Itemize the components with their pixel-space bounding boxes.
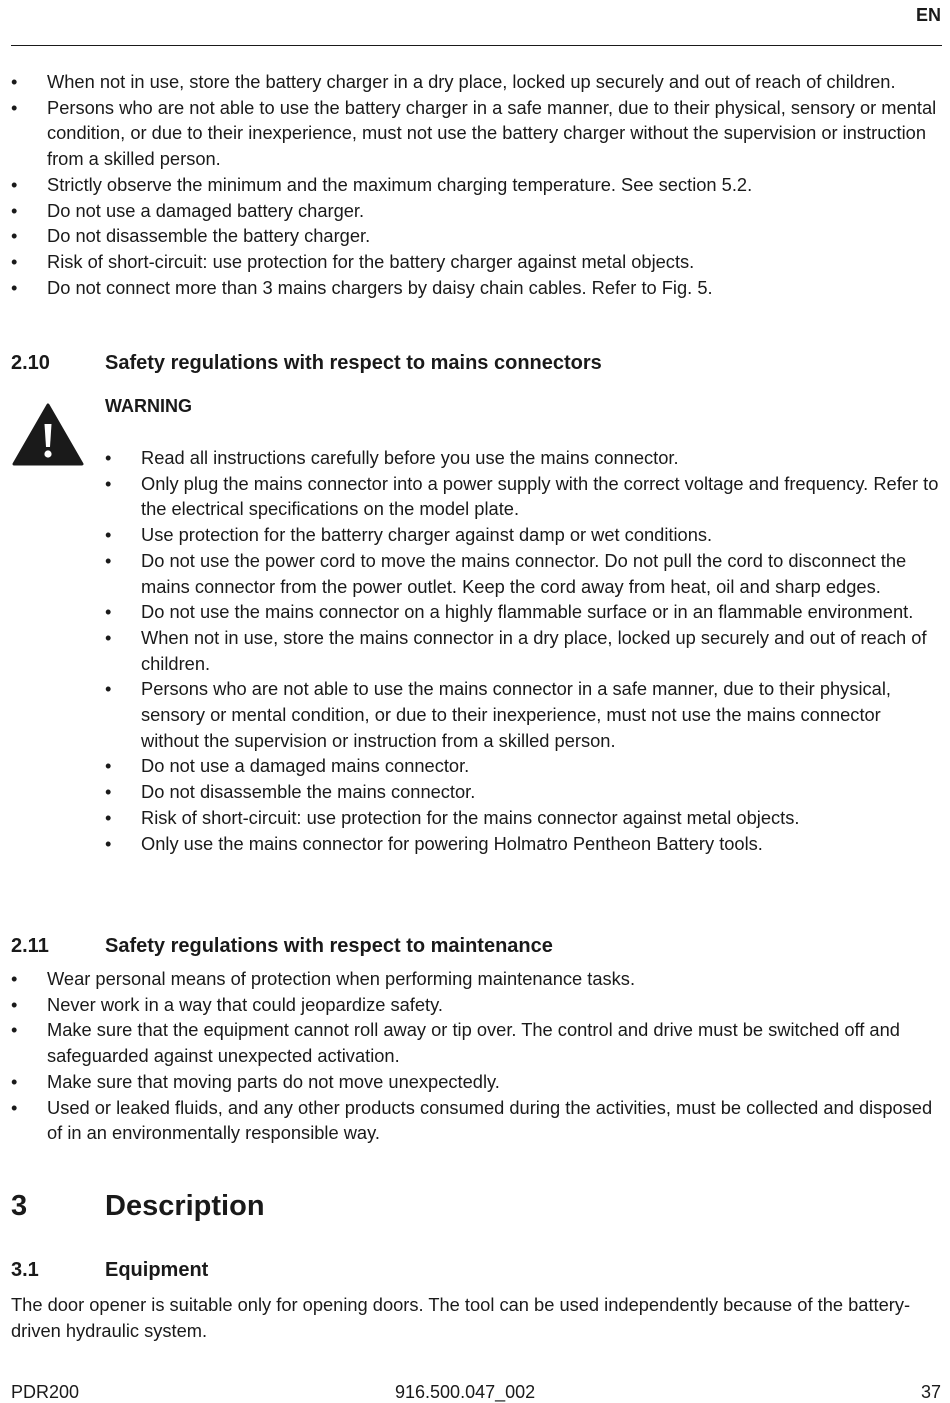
list-item-text: Read all instructions carefully before you use the mains connector.	[141, 447, 679, 468]
bullet: •	[11, 276, 18, 298]
list-item	[105, 548, 942, 599]
bullet: •	[105, 806, 112, 828]
list-item-text: Do not use a damaged battery charger.	[47, 199, 365, 221]
bullet: •	[105, 678, 112, 700]
list-item-text: When not in use, store the battery charger in a dry place, locked up securely and out of reach of children.	[47, 71, 896, 92]
list-item-text: Never work in a way that could jeopardize safety.	[47, 993, 443, 1015]
section-title: Safety regulations with respect to maintenance	[105, 935, 553, 957]
list-item-text: Use protection for the batterry charger against damp or wet conditions.	[141, 524, 713, 546]
bullet: •	[11, 1070, 18, 1092]
footer-page-number: 37	[920, 1382, 941, 1402]
list-item	[11, 992, 942, 1018]
list-item	[105, 625, 942, 676]
bullet: •	[11, 250, 18, 272]
list-item-text: Strictly observe the minimum and the maximum charging temperature. See section 5.2.	[47, 173, 753, 195]
header-divider	[11, 45, 942, 46]
list-item	[11, 198, 942, 224]
section-3-heading	[11, 1190, 265, 1223]
section-title: Description	[105, 1190, 265, 1222]
bullet: •	[11, 71, 18, 92]
equipment-description: The door opener is suitable only for opening doors. The tool can be used independently because of the battery-driven hydraulic system.	[11, 1294, 911, 1341]
language-code: EN	[915, 5, 941, 25]
section-title: Safety regulations with respect to mains connectors	[105, 352, 602, 374]
list-item-text: Do not use the mains connector on a highly flammable surface or in an flammable environment.	[141, 601, 914, 623]
list-item	[11, 95, 942, 172]
section-2-10-heading	[11, 352, 602, 375]
bullet: •	[105, 524, 112, 546]
footer-document-number: 916.500.047_002	[395, 1382, 536, 1402]
list-item	[105, 779, 942, 805]
list-item	[11, 249, 942, 275]
section-number: 2.10	[11, 352, 50, 374]
list-item	[105, 599, 942, 625]
section-number: 3.1	[11, 1259, 39, 1281]
footer-model: PDR200	[11, 1382, 80, 1402]
list-item-text: Make sure that the equipment cannot roll away or tip over. The control and drive must be switched off and safeguarded against unexpected activation.	[47, 1019, 900, 1067]
warning-label: WARNING	[105, 396, 192, 416]
bullet: •	[105, 781, 112, 803]
mains-connector-safety-list	[105, 445, 942, 856]
list-item-text: Risk of short-circuit: use protection for the mains connector against metal objects.	[141, 806, 800, 828]
list-item-text: Used or leaked fluids, and any other products consumed during the activities, must be collected and disposed of in an environmentally responsible way.	[47, 1096, 933, 1144]
bullet: •	[105, 832, 112, 854]
list-item	[11, 1017, 942, 1068]
list-item-text: Do not disassemble the battery charger.	[47, 225, 371, 247]
section-2-11-heading	[11, 935, 553, 958]
list-item	[105, 831, 942, 857]
list-item-text: Only plug the mains connector into a power supply with the correct voltage and frequency. Refer to the electrical specifications on the model plate.	[141, 472, 939, 520]
list-item-text: Do not disassemble the mains connector.	[141, 781, 476, 803]
list-item-text: When not in use, store the mains connector in a dry place, locked up securely and out of reach of children.	[141, 626, 927, 674]
bullet: •	[105, 447, 112, 468]
list-item	[11, 966, 942, 992]
list-item	[105, 676, 942, 753]
list-item	[11, 172, 942, 198]
bullet: •	[11, 1096, 18, 1118]
list-item-text: Risk of short-circuit: use protection for the battery charger against metal objects.	[47, 250, 695, 272]
list-item-text: Persons who are not able to use the battery charger in a safe manner, due to their physical, sensory or mental condition, or due to their inexperience, must not use the battery charger without the supervision or instruction from a skilled person.	[47, 96, 937, 170]
list-item-text: Persons who are not able to use the mains connector in a safe manner, due to their physical, sensory or mental condition, or due to their inexperience, must not use the mains connector without the supervision or instruction from a skilled person.	[141, 678, 891, 751]
list-item-text: Do not use the power cord to move the mains connector. Do not pull the cord to disconnect the mains connector from the power outlet. Keep the cord away from heat, oil and sharp edges.	[141, 549, 907, 597]
list-item	[11, 1095, 942, 1146]
bullet: •	[105, 472, 112, 494]
bullet: •	[11, 173, 18, 195]
list-item-text: Only use the mains connector for powering Holmatro Pentheon Battery tools.	[141, 832, 763, 854]
list-item	[105, 445, 942, 471]
list-item	[11, 275, 942, 301]
bullet: •	[11, 96, 18, 118]
list-item	[11, 69, 942, 95]
section-number: 2.11	[11, 935, 49, 957]
list-item	[11, 223, 942, 249]
list-item	[105, 753, 942, 779]
battery-charger-safety-list	[11, 69, 942, 300]
list-item-text: Do not use a damaged mains connector.	[141, 755, 470, 777]
bullet: •	[11, 968, 18, 989]
section-number: 3	[11, 1190, 28, 1222]
bullet: •	[105, 549, 112, 571]
bullet: •	[105, 755, 112, 777]
bullet: •	[105, 626, 112, 648]
list-item	[105, 471, 942, 522]
bullet: •	[11, 1019, 18, 1041]
section-title: Equipment	[105, 1259, 209, 1281]
list-item-text: Make sure that moving parts do not move unexpectedly.	[47, 1070, 500, 1092]
list-item	[105, 805, 942, 831]
bullet: •	[11, 199, 18, 221]
bullet: •	[11, 225, 18, 247]
list-item	[105, 522, 942, 548]
list-item	[11, 1069, 942, 1095]
bullet: •	[105, 601, 112, 623]
list-item-text: Wear personal means of protection when performing maintenance tasks.	[47, 968, 636, 989]
maintenance-safety-list	[11, 966, 942, 1146]
section-3-1-heading	[11, 1259, 208, 1282]
list-item-text: Do not connect more than 3 mains chargers by daisy chain cables. Refer to Fig. 5.	[47, 276, 713, 298]
bullet: •	[11, 993, 18, 1015]
warning-triangle-icon	[12, 402, 84, 466]
